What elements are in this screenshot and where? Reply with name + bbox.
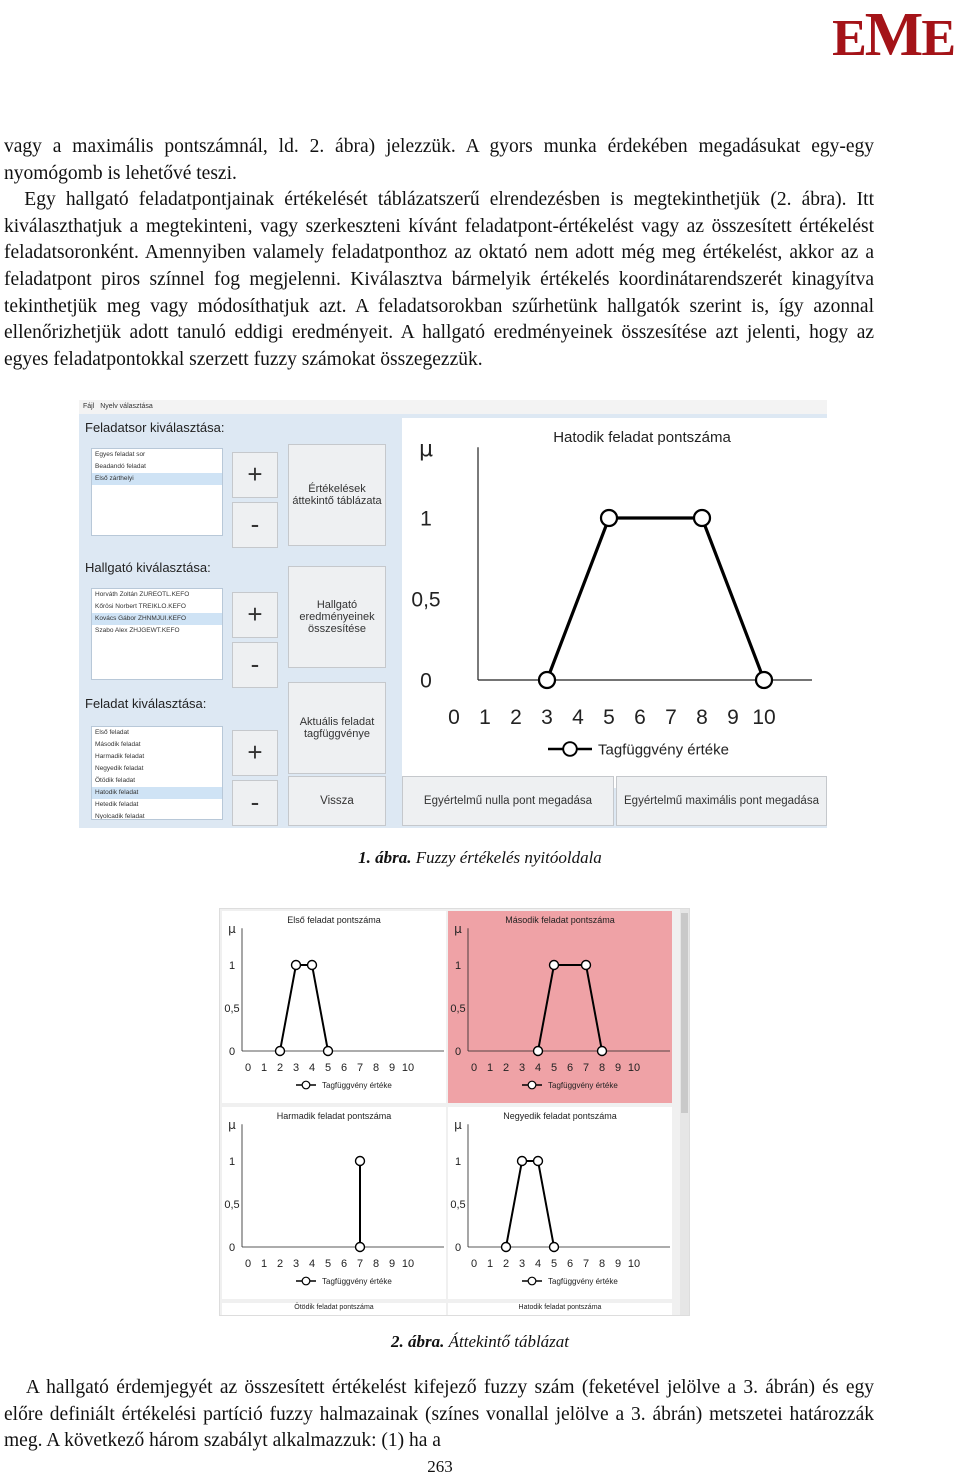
y-tick-label: 0 xyxy=(228,1045,236,1058)
mini-chart xyxy=(222,1107,446,1299)
x-tick-label: 8 xyxy=(598,1258,606,1270)
series-line xyxy=(506,1161,554,1247)
x-tick-label: 3 xyxy=(292,1258,300,1270)
figure-2-caption-number: 2. ábra. xyxy=(390,1332,445,1351)
x-tick-label: 6 xyxy=(566,1062,574,1074)
data-point xyxy=(534,1047,543,1056)
section-title-task: Feladat kiválasztása: xyxy=(85,696,207,711)
menu-file[interactable]: Fájl xyxy=(83,403,95,410)
overview-table-button[interactable] xyxy=(288,444,386,546)
x-tick-label: 1 xyxy=(486,1258,494,1270)
y-axis-label: μ xyxy=(454,922,462,936)
y-tick-label: 0,5 xyxy=(411,588,441,612)
x-tick-label: 10 xyxy=(752,706,776,729)
y-tick-label: 0,5 xyxy=(224,1198,240,1211)
figure-2-screenshot xyxy=(219,908,690,1316)
x-tick-label: 2 xyxy=(276,1062,284,1074)
remove-task-button[interactable]: - xyxy=(232,780,278,826)
add-task-button[interactable]: + xyxy=(232,730,278,776)
add-student-button[interactable]: + xyxy=(232,592,278,638)
x-tick-label: 3 xyxy=(292,1062,300,1074)
x-tick-label: 3 xyxy=(541,706,553,729)
zero-point-button-label: Egyértelmű nulla pont megadása xyxy=(423,795,593,807)
x-tick-label: 10 xyxy=(627,1062,641,1074)
x-tick-label: 0 xyxy=(244,1258,252,1270)
data-point xyxy=(356,1243,365,1252)
x-tick-label: 0 xyxy=(470,1062,478,1074)
x-tick-label: 5 xyxy=(550,1062,558,1074)
student-results-button[interactable] xyxy=(288,566,386,668)
paragraph-1 xyxy=(4,134,874,373)
y-axis-label: μ xyxy=(228,922,236,936)
y-tick-label: 0 xyxy=(228,1241,236,1254)
list-item[interactable]: Második feladat xyxy=(95,741,141,748)
chart-title: Negyedik feladat pontszáma xyxy=(503,1111,617,1121)
list-item[interactable]: Nyolcadik feladat xyxy=(95,813,145,820)
legend-marker xyxy=(528,1277,536,1285)
x-tick-label: 10 xyxy=(401,1062,415,1074)
x-tick-label: 10 xyxy=(401,1258,415,1270)
x-tick-label: 1 xyxy=(260,1062,268,1074)
current-task-membership-button-label: Aktuális feladat tagfüggvénye xyxy=(299,716,375,740)
x-tick-label: 9 xyxy=(614,1062,622,1074)
series-line xyxy=(547,518,764,680)
paragraph-2: A hallgató érdemjegyét az összesített értékelést kifejező fuzzy szám (feketével jelölve a 3. ábrán) és egy előre definiált értékelési partíció fuzzy halmazainak (színes vonallal jelölve a 3. ábrán) metszetei határozzák meg. A következő három szabályt alkalmazzuk: (1) ha a xyxy=(4,1377,874,1452)
overview-cell-1[interactable] xyxy=(222,911,446,1103)
list-item[interactable]: Első zárthelyi xyxy=(92,473,222,485)
remove-student-button[interactable]: - xyxy=(232,642,278,688)
scrollbar-thumb[interactable] xyxy=(681,913,688,1113)
data-point xyxy=(601,510,617,526)
figure-2-caption-text: Áttekintő táblázat xyxy=(444,1332,570,1351)
chart-title: Első feladat pontszáma xyxy=(287,915,381,925)
y-tick-label: 1 xyxy=(228,1155,236,1168)
x-tick-label: 6 xyxy=(634,706,646,729)
x-tick-label: 7 xyxy=(582,1062,590,1074)
figure-2-caption xyxy=(0,1332,960,1352)
x-tick-label: 6 xyxy=(566,1258,574,1270)
y-tick-label: 1 xyxy=(228,959,236,972)
student-results-button-label: Hallgató eredményeinek összesítése xyxy=(299,599,375,635)
page-number: 263 xyxy=(427,1457,453,1476)
x-tick-label: 6 xyxy=(340,1258,348,1270)
figure-1-caption-text: Fuzzy értékelés nyitóoldala xyxy=(411,848,602,867)
x-tick-label: 7 xyxy=(356,1062,364,1074)
zero-point-button[interactable] xyxy=(402,776,614,826)
list-item[interactable]: Negyedik feladat xyxy=(95,765,144,772)
y-axis-label: μ xyxy=(419,437,433,462)
overview-cell-5-peek[interactable] xyxy=(222,1303,446,1315)
overview-cell-5-title: Ötödik feladat pontszáma xyxy=(294,1304,374,1311)
legend-label: Tagfüggvény értéke xyxy=(322,1080,392,1090)
overview-cell-4[interactable] xyxy=(448,1107,672,1299)
legend-label: Tagfüggvény értéke xyxy=(548,1276,618,1286)
paragraph-1-line: vagy a maximális pontszámnál, ld. 2. ábra) jelezzük. A gyors munka érdekében megadásukat egy-egy nyomógomb is lehetővé teszi. xyxy=(4,136,874,184)
x-tick-label: 0 xyxy=(448,706,460,729)
data-point xyxy=(539,672,555,688)
legend-label: Tagfüggvény értéke xyxy=(598,741,729,759)
overview-cell-2[interactable] xyxy=(448,911,672,1103)
list-item[interactable]: Beadandó feladat xyxy=(95,463,146,470)
task-list[interactable] xyxy=(91,726,223,820)
list-item[interactable]: Első feladat xyxy=(95,729,129,736)
x-tick-label: 7 xyxy=(582,1258,590,1270)
data-point xyxy=(550,961,559,970)
figure-1-caption-number: 1. ábra. xyxy=(358,848,412,867)
overview-cell-3[interactable] xyxy=(222,1107,446,1299)
mini-chart xyxy=(448,1107,672,1299)
x-tick-label: 8 xyxy=(372,1258,380,1270)
vertical-scrollbar[interactable] xyxy=(680,909,689,1315)
overview-cell-6-peek[interactable] xyxy=(448,1303,672,1315)
list-item[interactable]: Kőrösi Norbert TREIKLO.KEFO xyxy=(95,603,186,610)
x-tick-label: 7 xyxy=(665,706,677,729)
x-tick-label: 8 xyxy=(598,1062,606,1074)
x-tick-label: 8 xyxy=(696,706,708,729)
x-tick-label: 4 xyxy=(308,1062,316,1074)
y-tick-label: 0 xyxy=(454,1241,462,1254)
data-point xyxy=(694,510,710,526)
x-tick-label: 7 xyxy=(356,1258,364,1270)
x-tick-label: 9 xyxy=(614,1258,622,1270)
list-item[interactable]: Harmadik feladat xyxy=(95,753,145,760)
chart-title: Hatodik feladat pontszáma xyxy=(553,429,731,446)
legend-marker xyxy=(302,1081,310,1089)
x-tick-label: 0 xyxy=(244,1062,252,1074)
data-point xyxy=(276,1047,285,1056)
figure-1-screenshot xyxy=(79,400,827,828)
list-item[interactable]: Egyes feladat sor xyxy=(95,451,146,458)
back-button-label: Vissza xyxy=(320,795,354,807)
data-point xyxy=(598,1047,607,1056)
x-tick-label: 1 xyxy=(479,706,491,729)
mini-chart xyxy=(448,911,672,1103)
figure-1-caption xyxy=(0,848,960,868)
data-point xyxy=(324,1047,333,1056)
membership-plot-panel xyxy=(402,418,827,788)
section-title-task-set: Feladatsor kiválasztása: xyxy=(85,420,225,435)
legend-label: Tagfüggvény értéke xyxy=(322,1276,392,1286)
data-point xyxy=(534,1157,543,1166)
x-tick-label: 5 xyxy=(324,1258,332,1270)
membership-function-chart[interactable] xyxy=(402,418,827,788)
x-tick-label: 4 xyxy=(534,1062,542,1074)
legend-marker xyxy=(302,1277,310,1285)
x-tick-label: 2 xyxy=(502,1258,510,1270)
x-tick-label: 5 xyxy=(603,706,615,729)
x-tick-label: 6 xyxy=(340,1062,348,1074)
legend-label: Tagfüggvény értéke xyxy=(548,1080,618,1090)
chart-title: Harmadik feladat pontszáma xyxy=(276,1111,392,1121)
x-tick-label: 0 xyxy=(470,1258,478,1270)
list-item[interactable]: Hetedik feladat xyxy=(95,801,139,808)
x-tick-label: 4 xyxy=(534,1258,542,1270)
x-tick-label: 4 xyxy=(308,1258,316,1270)
x-tick-label: 3 xyxy=(518,1062,526,1074)
x-tick-label: 2 xyxy=(502,1062,510,1074)
series-line xyxy=(538,965,602,1051)
y-tick-label: 0,5 xyxy=(450,1198,466,1211)
max-point-button[interactable] xyxy=(616,776,827,826)
journal-logo: EME xyxy=(832,1,954,69)
list-item[interactable]: Hatodik feladat xyxy=(92,787,222,799)
data-point xyxy=(582,961,591,970)
menu-bar xyxy=(79,400,827,414)
x-tick-label: 2 xyxy=(510,706,522,729)
menu-language[interactable]: Nyelv választása xyxy=(100,403,153,410)
overview-cell-6-title: Hatodik feladat pontszáma xyxy=(518,1304,602,1311)
x-tick-label: 9 xyxy=(388,1258,396,1270)
x-tick-label: 2 xyxy=(276,1258,284,1270)
overview-table-button-label: Értékelések áttekintő táblázata xyxy=(292,483,382,507)
max-point-button-label: Egyértelmű maximális pont megadása xyxy=(624,795,819,807)
y-axis-label: μ xyxy=(454,1118,462,1132)
x-tick-label: 10 xyxy=(627,1258,641,1270)
y-tick-label: 1 xyxy=(420,507,432,531)
paragraph-1-line: Egy hallgató feladatpontjainak értékelését táblázatszerű elrendezésben is megtekinthetjük (2. ábra). Itt kiválaszthatjuk a megtekinteni, vagy szerkeszteni kívánt feladatpont-értékelést vagy az összesített értékelést feladatsoronként. Amennyiben valamely feladatponthoz az oktató nem adott még meg értékelést, akkor az a feladatpont piros színnel fog megjelenni. Kiválasztva bármelyik értékelés koordinátarendszerét kinagyítva tekinthetjük meg vagy módosíthatjuk azt. A feladatsorokban szűrhetünk hallgatók szerint is, így azonnal ellenőrizhetjük adott tanuló eddigi eredményeit. A hallgató eredményeinek összesítése azt jelenti, hogy az egyes feladatpontokkal szerzett fuzzy számokat összegezzük. xyxy=(4,189,874,370)
section-title-student: Hallgató kiválasztása: xyxy=(85,560,211,575)
x-tick-label: 1 xyxy=(486,1062,494,1074)
list-item[interactable]: Horváth Zoltán ZUREOTL.KEFO xyxy=(95,591,190,598)
y-tick-label: 1 xyxy=(454,1155,462,1168)
chart-title: Második feladat pontszáma xyxy=(505,915,615,925)
data-point xyxy=(356,1157,365,1166)
x-tick-label: 9 xyxy=(388,1062,396,1074)
data-point xyxy=(308,961,317,970)
x-tick-label: 5 xyxy=(550,1258,558,1270)
back-button[interactable] xyxy=(288,776,386,826)
x-tick-label: 3 xyxy=(518,1258,526,1270)
remove-task-set-button[interactable]: - xyxy=(232,502,278,548)
x-tick-label: 1 xyxy=(260,1258,268,1270)
data-point xyxy=(518,1157,527,1166)
y-axis-label: μ xyxy=(228,1118,236,1132)
data-point xyxy=(550,1243,559,1252)
legend-marker xyxy=(528,1081,536,1089)
data-point xyxy=(292,961,301,970)
x-tick-label: 5 xyxy=(324,1062,332,1074)
y-tick-label: 0 xyxy=(420,669,432,693)
x-tick-label: 8 xyxy=(372,1062,380,1074)
y-tick-label: 0,5 xyxy=(450,1002,466,1015)
data-point xyxy=(756,672,772,688)
current-task-membership-button[interactable] xyxy=(288,682,386,774)
series-line xyxy=(280,965,328,1051)
add-task-set-button[interactable]: + xyxy=(232,452,278,498)
list-item[interactable]: Szabo Alex ZHJGEWT.KEFO xyxy=(95,627,180,634)
x-tick-label: 4 xyxy=(572,706,584,729)
data-point xyxy=(502,1243,511,1252)
task-set-list[interactable] xyxy=(91,448,223,536)
list-item[interactable]: Kovács Gábor ZHNMJUI.KEFO xyxy=(92,613,222,625)
legend-marker xyxy=(563,742,577,756)
mini-chart xyxy=(222,911,446,1103)
student-list[interactable] xyxy=(91,588,223,680)
list-item[interactable]: Ötödik feladat xyxy=(95,777,136,784)
y-tick-label: 0 xyxy=(454,1045,462,1058)
y-tick-label: 1 xyxy=(454,959,462,972)
x-tick-label: 9 xyxy=(727,706,739,729)
y-tick-label: 0,5 xyxy=(224,1002,240,1015)
